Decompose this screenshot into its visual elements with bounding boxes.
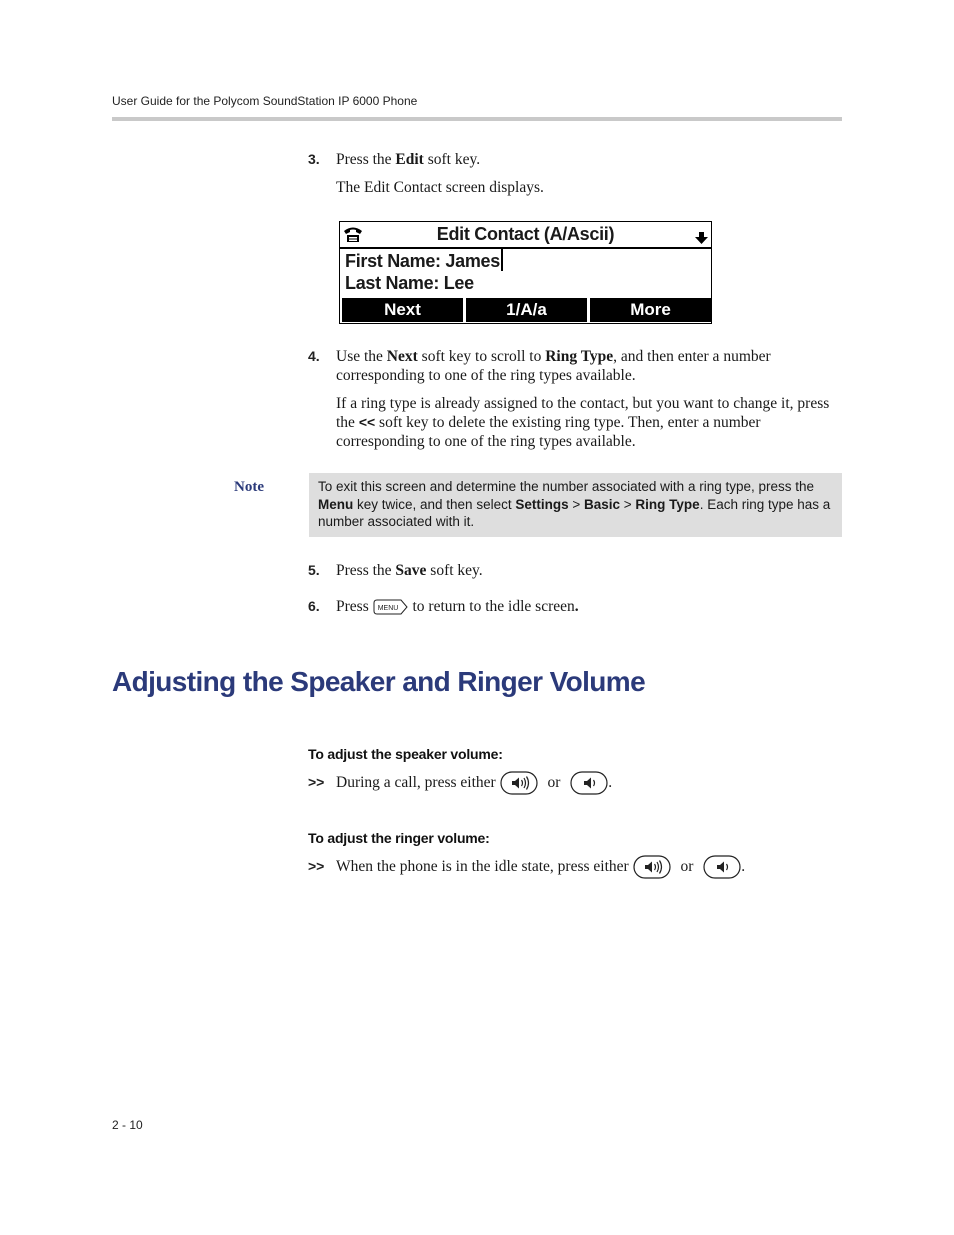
edit-contact-screen	[339, 221, 712, 324]
step-3-text: Press the Edit soft key.	[336, 151, 481, 168]
speaker-procedure-title: To adjust the speaker volume:	[308, 746, 503, 762]
ringer-bullet: >>	[308, 858, 325, 874]
step-4-text: Use the Next soft key to scroll to Ring Type, and then enter a number corresponding to one of the ring types available.	[336, 348, 771, 384]
ringer-instruction: When the phone is in the idle state, press either or .	[336, 854, 844, 880]
lcd-first-name-line: First Name: James	[345, 249, 503, 272]
step-number-6: 6.	[308, 598, 320, 614]
lcd-title: Edit Contact (A/Ascii)	[436, 224, 615, 244]
volume-up-icon	[633, 855, 671, 879]
step-3-subtext: The Edit Contact screen displays.	[336, 179, 544, 196]
speaker-bullet: >>	[308, 774, 325, 790]
ringer-procedure-title: To adjust the ringer volume:	[308, 830, 490, 846]
volume-down-icon	[570, 771, 608, 795]
step-5-text: Press the Save soft key.	[336, 562, 483, 579]
softkey-more[interactable]: More	[590, 298, 711, 322]
section-title: Adjusting the Speaker and Ringer Volume	[112, 666, 646, 697]
header-rule	[112, 117, 842, 121]
softkey-mode[interactable]: 1/A/a	[466, 298, 587, 322]
volume-up-icon	[500, 771, 538, 795]
step-4-paragraph-2: If a ring type is already assigned to the contact, but you want to change it, press the << soft key to delete the existing ring type. Then, enter a number corresponding to one of the ring types available.	[336, 395, 830, 450]
speaker-instruction: During a call, press either or .	[336, 770, 844, 796]
step-number-4: 4.	[308, 348, 320, 364]
note-box: To exit this screen and determine the number associated with a ring type, press the Menu key twice, and then select Settings > Basic > Ring Type. Each ring type has a number associated with it.	[309, 473, 842, 537]
step-number-3: 3.	[308, 151, 320, 167]
page-number: 2 - 10	[112, 1118, 143, 1132]
edit-key-label: Edit	[395, 151, 424, 168]
svg-text:MENU: MENU	[377, 605, 398, 613]
volume-down-icon	[703, 855, 741, 879]
text-cursor	[501, 249, 503, 271]
scroll-down-arrow-icon	[695, 232, 708, 244]
softkey-next[interactable]: Next	[342, 298, 463, 322]
menu-key-icon	[373, 598, 409, 616]
lcd-last-name-line: Last Name: Lee	[345, 273, 474, 293]
step-number-5: 5.	[308, 562, 320, 578]
step-6-text: Press MENU to return to the idle screen.	[336, 598, 579, 615]
running-header: User Guide for the Polycom SoundStation IP 6000 Phone	[112, 94, 418, 108]
note-label: Note	[234, 479, 264, 495]
